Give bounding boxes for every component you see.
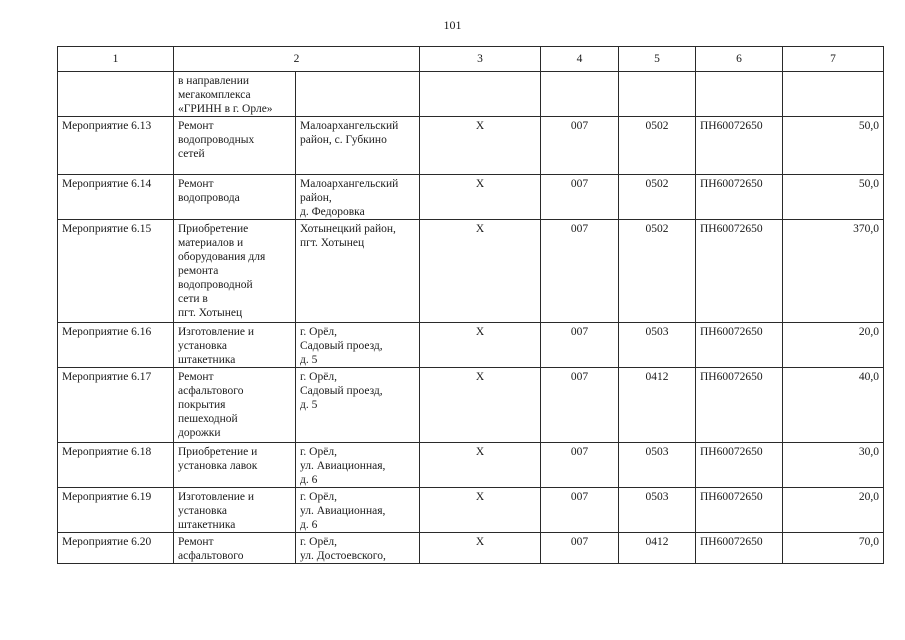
column-number-header-row	[58, 47, 884, 72]
col7-cell: 20,0	[783, 488, 884, 533]
col5-cell: 0503	[619, 443, 696, 488]
column-number-5: 5	[619, 47, 696, 72]
col3-cell: Х	[420, 443, 541, 488]
name-cell: Ремонт асфальтового	[174, 533, 296, 564]
continuation-col7-cell	[783, 72, 884, 117]
name-cell: Ремонт водопроводных сетей	[174, 117, 296, 175]
col5-cell: 0503	[619, 488, 696, 533]
event-cell: Мероприятие 6.14	[58, 175, 174, 220]
col6-cell: ПН60072650	[696, 443, 783, 488]
table-row	[58, 117, 884, 175]
col3-cell: Х	[420, 220, 541, 323]
column-number-2: 2	[174, 47, 420, 72]
col4-cell: 007	[541, 117, 619, 175]
col4-cell: 007	[541, 488, 619, 533]
col6-cell: ПН60072650	[696, 533, 783, 564]
continuation-name-cell: в направлении мегакомплекса «ГРИНН в г. Орле»	[174, 72, 296, 117]
col6-cell: ПН60072650	[696, 368, 783, 443]
col7-cell: 50,0	[783, 175, 884, 220]
continuation-col6-cell	[696, 72, 783, 117]
event-cell: Мероприятие 6.16	[58, 323, 174, 368]
event-cell: Мероприятие 6.15	[58, 220, 174, 323]
col7-cell: 370,0	[783, 220, 884, 323]
col7-cell: 20,0	[783, 323, 884, 368]
table-row	[58, 368, 884, 443]
col3-cell: Х	[420, 533, 541, 564]
continuation-col5-cell	[619, 72, 696, 117]
table-row	[58, 220, 884, 323]
col4-cell: 007	[541, 368, 619, 443]
column-number-3: 3	[420, 47, 541, 72]
location-cell: г. Орёл, ул. Достоевского,	[296, 533, 420, 564]
table-row	[58, 323, 884, 368]
col5-cell: 0502	[619, 175, 696, 220]
col4-cell: 007	[541, 175, 619, 220]
col3-cell: Х	[420, 117, 541, 175]
continuation-col4-cell	[541, 72, 619, 117]
col4-cell: 007	[541, 323, 619, 368]
budget-table	[57, 46, 884, 564]
table-row	[58, 533, 884, 564]
col4-cell: 007	[541, 220, 619, 323]
location-cell: Хотынецкий район, пгт. Хотынец	[296, 220, 420, 323]
col3-cell: Х	[420, 323, 541, 368]
col3-cell: Х	[420, 175, 541, 220]
col6-cell: ПН60072650	[696, 175, 783, 220]
continuation-location-cell	[296, 72, 420, 117]
column-number-6: 6	[696, 47, 783, 72]
col5-cell: 0502	[619, 117, 696, 175]
col5-cell: 0503	[619, 323, 696, 368]
continuation-row	[58, 72, 884, 117]
col3-cell: Х	[420, 488, 541, 533]
table-row	[58, 175, 884, 220]
location-cell: Малоархангельский район, д. Федоровка	[296, 175, 420, 220]
event-cell: Мероприятие 6.13	[58, 117, 174, 175]
column-number-4: 4	[541, 47, 619, 72]
col7-cell: 40,0	[783, 368, 884, 443]
name-cell: Приобретение материалов и оборудования для ремонта водопроводной сети в пгт. Хотынец	[174, 220, 296, 323]
col5-cell: 0412	[619, 368, 696, 443]
page-number: 101	[443, 18, 462, 32]
location-cell: г. Орёл, ул. Авиационная, д. 6	[296, 488, 420, 533]
event-cell: Мероприятие 6.20	[58, 533, 174, 564]
event-cell: Мероприятие 6.19	[58, 488, 174, 533]
location-cell: Малоархангельский район, с. Губкино	[296, 117, 420, 175]
col7-cell: 50,0	[783, 117, 884, 175]
col6-cell: ПН60072650	[696, 117, 783, 175]
column-number-1: 1	[58, 47, 174, 72]
col5-cell: 0412	[619, 533, 696, 564]
name-cell: Ремонт водопровода	[174, 175, 296, 220]
event-cell: Мероприятие 6.17	[58, 368, 174, 443]
table-row	[58, 443, 884, 488]
col4-cell: 007	[541, 533, 619, 564]
name-cell: Ремонт асфальтового покрытия пешеходной дорожки	[174, 368, 296, 443]
col6-cell: ПН60072650	[696, 220, 783, 323]
table-row	[58, 488, 884, 533]
event-cell: Мероприятие 6.18	[58, 443, 174, 488]
col7-cell: 30,0	[783, 443, 884, 488]
col6-cell: ПН60072650	[696, 488, 783, 533]
continuation-event-cell	[58, 72, 174, 117]
location-cell: г. Орёл, ул. Авиационная, д. 6	[296, 443, 420, 488]
col4-cell: 007	[541, 443, 619, 488]
col7-cell: 70,0	[783, 533, 884, 564]
col6-cell: ПН60072650	[696, 323, 783, 368]
name-cell: Изготовление и установка штакетника	[174, 323, 296, 368]
column-number-7: 7	[783, 47, 884, 72]
name-cell: Приобретение и установка лавок	[174, 443, 296, 488]
col5-cell: 0502	[619, 220, 696, 323]
location-cell: г. Орёл, Садовый проезд, д. 5	[296, 323, 420, 368]
location-cell: г. Орёл, Садовый проезд, д. 5	[296, 368, 420, 443]
col3-cell: Х	[420, 368, 541, 443]
continuation-col3-cell	[420, 72, 541, 117]
name-cell: Изготовление и установка штакетника	[174, 488, 296, 533]
